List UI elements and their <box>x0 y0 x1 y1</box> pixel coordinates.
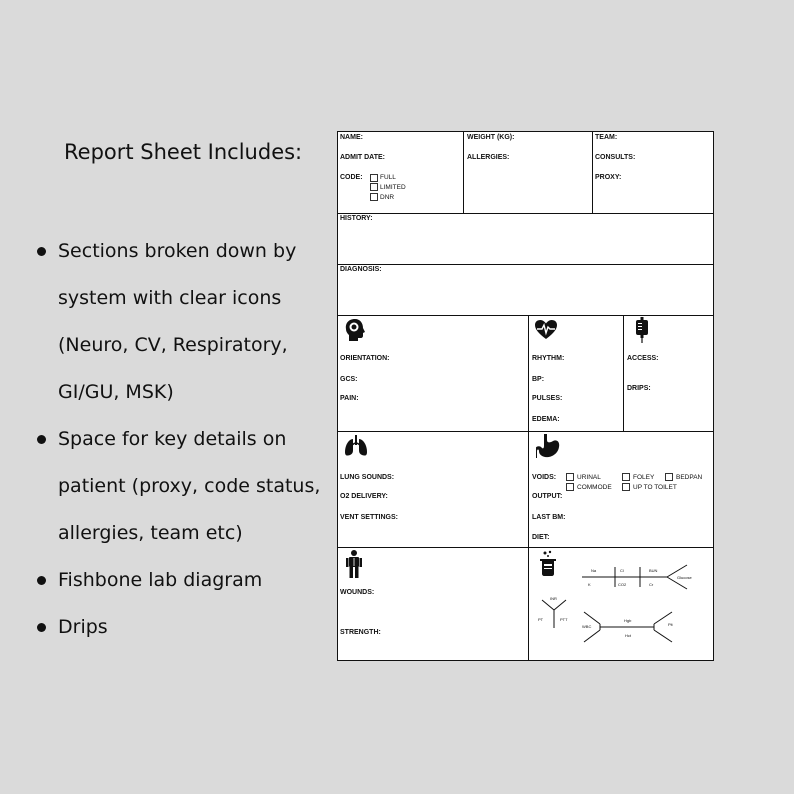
iv-bag-icon <box>635 317 649 343</box>
diet-label: DIET: <box>532 534 550 541</box>
lab-hgb: Hgb <box>624 618 632 623</box>
output-label: OUTPUT: <box>532 493 563 500</box>
lungs-icon <box>344 435 368 457</box>
weight-label: WEIGHT (KG): <box>467 134 515 141</box>
bullet-dot-icon <box>37 576 46 585</box>
vent-settings-label: VENT SETTINGS: <box>340 514 398 521</box>
bullet-line: Space for key details on <box>58 428 287 450</box>
code-limited-option: LIMITED <box>380 184 406 191</box>
lab-pt: PT <box>538 617 544 622</box>
lab-bun: BUN <box>649 568 658 573</box>
gcs-label: GCS: <box>340 376 358 383</box>
voids-label: VOIDS: <box>532 474 557 481</box>
foley-option: FOLEY <box>633 474 655 481</box>
lung-sounds-label: LUNG SOUNDS: <box>340 474 395 481</box>
name-label: NAME: <box>340 134 363 141</box>
report-sheet <box>337 131 714 661</box>
bullet-line: GI/GU, MSK) <box>58 381 174 403</box>
lab-wbc: WBC <box>582 624 592 629</box>
lab-ptt: PTT <box>560 617 568 622</box>
lab-plt: Plt <box>668 622 673 627</box>
code-full-option: FULL <box>380 174 396 181</box>
rhythm-label: RHYTHM: <box>532 355 565 362</box>
team-label: TEAM: <box>595 134 618 141</box>
bedpan-option: BEDPAN <box>676 474 703 481</box>
bullet-line: Sections broken down by <box>58 240 297 262</box>
orientation-label: ORIENTATION: <box>340 355 390 362</box>
diagnosis-label: DIAGNOSIS: <box>340 266 382 273</box>
bullet-list <box>34 228 334 651</box>
access-label: ACCESS: <box>627 355 659 362</box>
lab-inr: INR <box>550 596 557 601</box>
brain-head-icon <box>344 318 366 342</box>
bullet-line: Drips <box>58 616 108 638</box>
lab-co2: CO2 <box>618 582 627 587</box>
code-limited-checkbox[interactable] <box>370 183 378 191</box>
commode-option: COMMODE <box>577 484 612 491</box>
commode-checkbox[interactable] <box>566 483 574 491</box>
admit-date-label: ADMIT DATE: <box>340 154 385 161</box>
bullet-line: system with clear icons <box>58 287 282 309</box>
lab-glucose: Glucose <box>677 575 692 580</box>
code-dnr-option: DNR <box>380 194 395 201</box>
urinal-option: URINAL <box>577 474 601 481</box>
bullet-item <box>34 604 334 651</box>
bullet-item <box>34 416 334 557</box>
bullet-item <box>34 228 334 416</box>
bullet-line: patient (proxy, code status, <box>58 475 321 497</box>
urinal-checkbox[interactable] <box>566 473 574 481</box>
proxy-label: PROXY: <box>595 174 622 181</box>
pain-label: PAIN: <box>340 395 359 402</box>
stomach-icon <box>536 434 560 460</box>
wounds-label: WOUNDS: <box>340 589 375 596</box>
code-full-checkbox[interactable] <box>370 174 378 182</box>
bullet-item <box>34 557 334 604</box>
bullet-line: Fishbone lab diagram <box>58 569 263 591</box>
bullet-dot-icon <box>37 247 46 256</box>
edema-label: EDEMA: <box>532 416 560 423</box>
person-icon <box>346 550 362 578</box>
foley-checkbox[interactable] <box>622 473 630 481</box>
drips-label: DRIPS: <box>627 385 651 392</box>
lab-cr: Cr <box>649 582 654 587</box>
lab-hct: Hct <box>625 633 631 638</box>
code-label: CODE: <box>340 174 363 181</box>
lab-cl: Cl <box>620 568 624 573</box>
bullet-line: (Neuro, CV, Respiratory, <box>58 334 288 356</box>
pulses-label: PULSES: <box>532 395 563 402</box>
bedpan-checkbox[interactable] <box>665 473 673 481</box>
allergies-label: ALLERGIES: <box>467 154 510 161</box>
bullet-dot-icon <box>37 623 46 632</box>
left-title: Report Sheet Includes: <box>64 140 303 164</box>
bullet-line: allergies, team etc) <box>58 522 243 544</box>
up-to-toilet-option: UP TO TOILET <box>633 484 677 491</box>
bullet-dot-icon <box>37 435 46 444</box>
consults-label: CONSULTS: <box>595 154 636 161</box>
strength-label: STRENGTH: <box>340 629 381 636</box>
o2-delivery-label: O2 DELIVERY: <box>340 493 388 500</box>
lab-k: K <box>588 582 591 587</box>
bp-label: BP: <box>532 376 545 383</box>
heart-pulse-icon <box>534 319 558 340</box>
fishbone-lab-diagram <box>532 550 712 660</box>
code-dnr-checkbox[interactable] <box>370 193 378 201</box>
up-to-toilet-checkbox[interactable] <box>622 483 630 491</box>
lab-na: Na <box>591 568 597 573</box>
last-bm-label: LAST BM: <box>532 514 566 521</box>
history-label: HISTORY: <box>340 215 373 222</box>
